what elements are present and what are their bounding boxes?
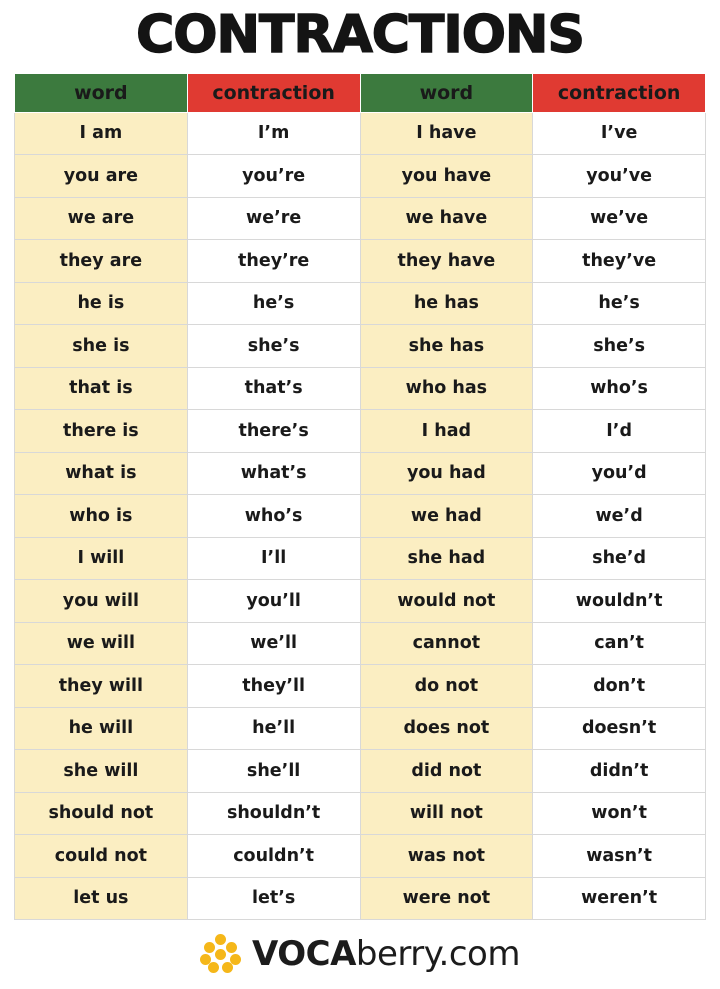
table-row [15, 325, 706, 368]
cell-contraction: don’t [533, 665, 706, 708]
page-title: CONTRACTIONS [136, 5, 584, 65]
cell-word: we are [15, 197, 188, 240]
cell-word: she is [15, 325, 188, 368]
cell-contraction: you’ll [187, 580, 360, 623]
column-header-word-2: word [360, 73, 533, 112]
berry-icon [200, 934, 242, 974]
cell-contraction: you’d [533, 452, 706, 495]
cell-contraction: we’ll [187, 622, 360, 665]
cell-word: she will [15, 750, 188, 793]
table-row [15, 877, 706, 920]
brand-wordmark [252, 934, 520, 974]
cell-contraction: you’ve [533, 155, 706, 198]
cell-contraction: he’ll [187, 707, 360, 750]
cell-contraction: you’re [187, 155, 360, 198]
cell-contraction: who’s [187, 495, 360, 538]
cell-word: they will [15, 665, 188, 708]
table-row [15, 452, 706, 495]
cell-contraction: there’s [187, 410, 360, 453]
cell-word: she has [360, 325, 533, 368]
cell-word: I have [360, 112, 533, 155]
cell-contraction: we’re [187, 197, 360, 240]
table-body [15, 112, 706, 920]
column-header-contraction-1: contraction [187, 73, 360, 112]
cell-word: cannot [360, 622, 533, 665]
table-row [15, 197, 706, 240]
table-row [15, 495, 706, 538]
cell-word: they have [360, 240, 533, 283]
table-row [15, 622, 706, 665]
cell-contraction: she’s [187, 325, 360, 368]
cell-contraction: we’ve [533, 197, 706, 240]
table-row [15, 410, 706, 453]
cell-contraction: they’ve [533, 240, 706, 283]
contractions-poster [0, 5, 720, 989]
cell-word: I had [360, 410, 533, 453]
cell-word: do not [360, 665, 533, 708]
column-header-contraction-2: contraction [533, 73, 706, 112]
cell-word: let us [15, 877, 188, 920]
cell-word: would not [360, 580, 533, 623]
cell-word: who is [15, 495, 188, 538]
table-row [15, 835, 706, 878]
cell-contraction: I’d [533, 410, 706, 453]
cell-word: you had [360, 452, 533, 495]
table-row [15, 282, 706, 325]
cell-contraction: she’d [533, 537, 706, 580]
cell-word: there is [15, 410, 188, 453]
cell-word: does not [360, 707, 533, 750]
table-row [15, 112, 706, 155]
cell-contraction: they’re [187, 240, 360, 283]
cell-word: I am [15, 112, 188, 155]
footer-branding [0, 934, 720, 974]
cell-contraction: what’s [187, 452, 360, 495]
cell-contraction: I’ve [533, 112, 706, 155]
table-header-row [15, 73, 706, 112]
table-row [15, 580, 706, 623]
cell-contraction: who’s [533, 367, 706, 410]
cell-word: did not [360, 750, 533, 793]
table-row [15, 750, 706, 793]
cell-contraction: can’t [533, 622, 706, 665]
cell-word: that is [15, 367, 188, 410]
cell-contraction: didn’t [533, 750, 706, 793]
cell-contraction: he’s [187, 282, 360, 325]
table-row [15, 240, 706, 283]
brand-berry: berry [355, 934, 439, 975]
cell-contraction: couldn’t [187, 835, 360, 878]
brand-voca: VOCA [252, 934, 356, 975]
cell-word: was not [360, 835, 533, 878]
cell-contraction: wouldn’t [533, 580, 706, 623]
cell-contraction: let’s [187, 877, 360, 920]
cell-contraction: we’d [533, 495, 706, 538]
cell-word: you will [15, 580, 188, 623]
table-row [15, 792, 706, 835]
cell-word: he will [15, 707, 188, 750]
cell-word: could not [15, 835, 188, 878]
table-row [15, 537, 706, 580]
cell-contraction: won’t [533, 792, 706, 835]
column-header-word-1: word [15, 73, 188, 112]
cell-contraction: doesn’t [533, 707, 706, 750]
cell-word: he has [360, 282, 533, 325]
cell-word: we will [15, 622, 188, 665]
cell-contraction: weren’t [533, 877, 706, 920]
table-row [15, 155, 706, 198]
cell-word: will not [360, 792, 533, 835]
cell-word: what is [15, 452, 188, 495]
table-row [15, 367, 706, 410]
cell-word: should not [15, 792, 188, 835]
cell-word: you have [360, 155, 533, 198]
cell-contraction: that’s [187, 367, 360, 410]
cell-contraction: wasn’t [533, 835, 706, 878]
cell-contraction: I’ll [187, 537, 360, 580]
cell-word: you are [15, 155, 188, 198]
cell-word: we had [360, 495, 533, 538]
cell-contraction: she’ll [187, 750, 360, 793]
brand-domain: .com [438, 934, 520, 975]
cell-contraction: she’s [533, 325, 706, 368]
cell-word: he is [15, 282, 188, 325]
cell-word: were not [360, 877, 533, 920]
table-header [15, 73, 706, 112]
cell-contraction: they’ll [187, 665, 360, 708]
cell-contraction: he’s [533, 282, 706, 325]
table-row [15, 707, 706, 750]
table-row [15, 665, 706, 708]
cell-word: I will [15, 537, 188, 580]
cell-word: who has [360, 367, 533, 410]
cell-contraction: shouldn’t [187, 792, 360, 835]
cell-word: she had [360, 537, 533, 580]
cell-word: we have [360, 197, 533, 240]
cell-word: they are [15, 240, 188, 283]
cell-contraction: I’m [187, 112, 360, 155]
contractions-table [14, 73, 706, 921]
